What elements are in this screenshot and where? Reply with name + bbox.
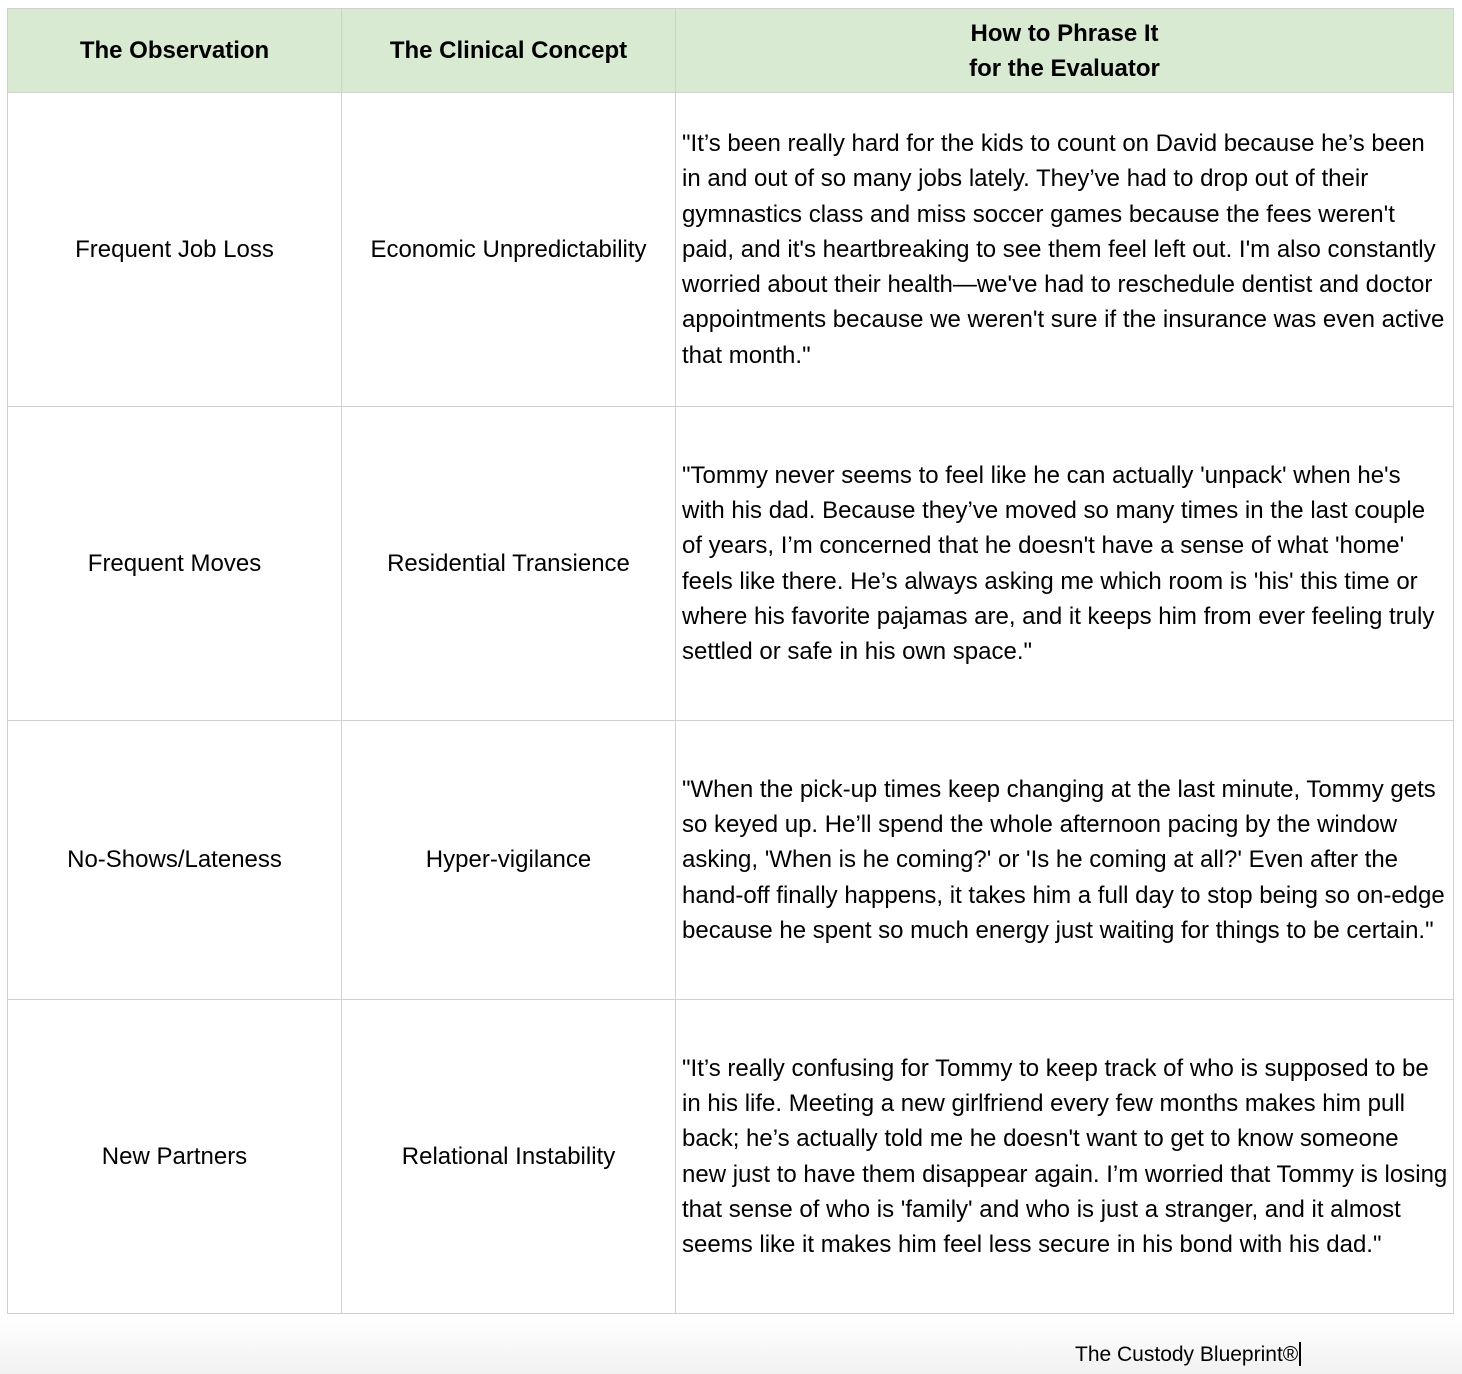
observation-table <box>7 8 1454 1314</box>
cell-observation[interactable]: Frequent Job Loss <box>8 93 342 407</box>
text-cursor <box>1299 1342 1301 1366</box>
cell-phrase[interactable]: "Tommy never seems to feel like he can actually 'unpack' when he's with his dad. Because they’ve moved so many times in the last couple of years, I’m concerned that he doesn't have a sense of what 'home' feels like there. He’s always asking me which room is 'his' this time or where his favorite pajamas are, and it keeps him from ever feeling truly settled or safe in his own space." <box>676 407 1454 721</box>
footer[interactable] <box>1075 1342 1301 1368</box>
table-row <box>8 93 1454 407</box>
header-how-to-phrase-line1: How to Phrase It <box>970 19 1159 47</box>
header-how-to-phrase-line2: for the Evaluator <box>969 54 1160 82</box>
header-observation-label: The Observation <box>79 37 270 64</box>
cell-phrase[interactable]: "It’s been really hard for the kids to count on David because he’s been in and out of so many jobs lately. They’ve had to drop out of their gymnastics class and miss soccer games because the fees weren't paid, and it's heartbreaking to see them feel left out. I'm also constantly worried about their health—we've had to reschedule dentist and doctor appointments because we weren't sure if the insurance was even active that month." <box>676 93 1454 407</box>
cell-observation[interactable]: No-Shows/Lateness <box>8 721 342 1000</box>
table-row <box>8 1000 1454 1314</box>
cell-observation[interactable]: Frequent Moves <box>8 407 342 721</box>
footer-text: The Custody Blueprint® <box>1075 1343 1299 1366</box>
cell-clinical-concept[interactable]: Relational Instability <box>342 1000 676 1314</box>
cell-phrase[interactable]: "It’s really confusing for Tommy to keep track of who is supposed to be in his life. Meeting a new girlfriend every few months makes him pull back; he’s actually told me he doesn't want to get to know someone new just to have them disappear again. I’m worried that Tommy is losing that sense of who is 'family' and who is just a stranger, and it almost seems like it makes him feel less secure in his bond with his dad." <box>676 1000 1454 1314</box>
cell-clinical-concept[interactable]: Residential Transience <box>342 407 676 721</box>
cell-clinical-concept[interactable]: Economic Unpredictability <box>342 93 676 407</box>
cell-phrase[interactable]: "When the pick-up times keep changing at the last minute, Tommy gets so keyed up. He’ll spend the whole afternoon pacing by the window asking, 'When is he coming?' or 'Is he coming at all?' Even after the hand-off finally happens, it takes him a full day to stop being so on-edge because he spent so much energy just waiting for things to be certain." <box>676 721 1454 1000</box>
header-clinical-concept[interactable] <box>342 9 676 93</box>
header-row <box>8 9 1454 93</box>
document-table-container <box>7 8 1453 1314</box>
header-clinical-concept-label: The Clinical Concept <box>389 37 628 64</box>
cell-clinical-concept[interactable]: Hyper-vigilance <box>342 721 676 1000</box>
header-observation[interactable] <box>8 9 342 93</box>
table-row <box>8 407 1454 721</box>
table-row <box>8 721 1454 1000</box>
cell-observation[interactable]: New Partners <box>8 1000 342 1314</box>
header-how-to-phrase[interactable] <box>676 9 1454 93</box>
